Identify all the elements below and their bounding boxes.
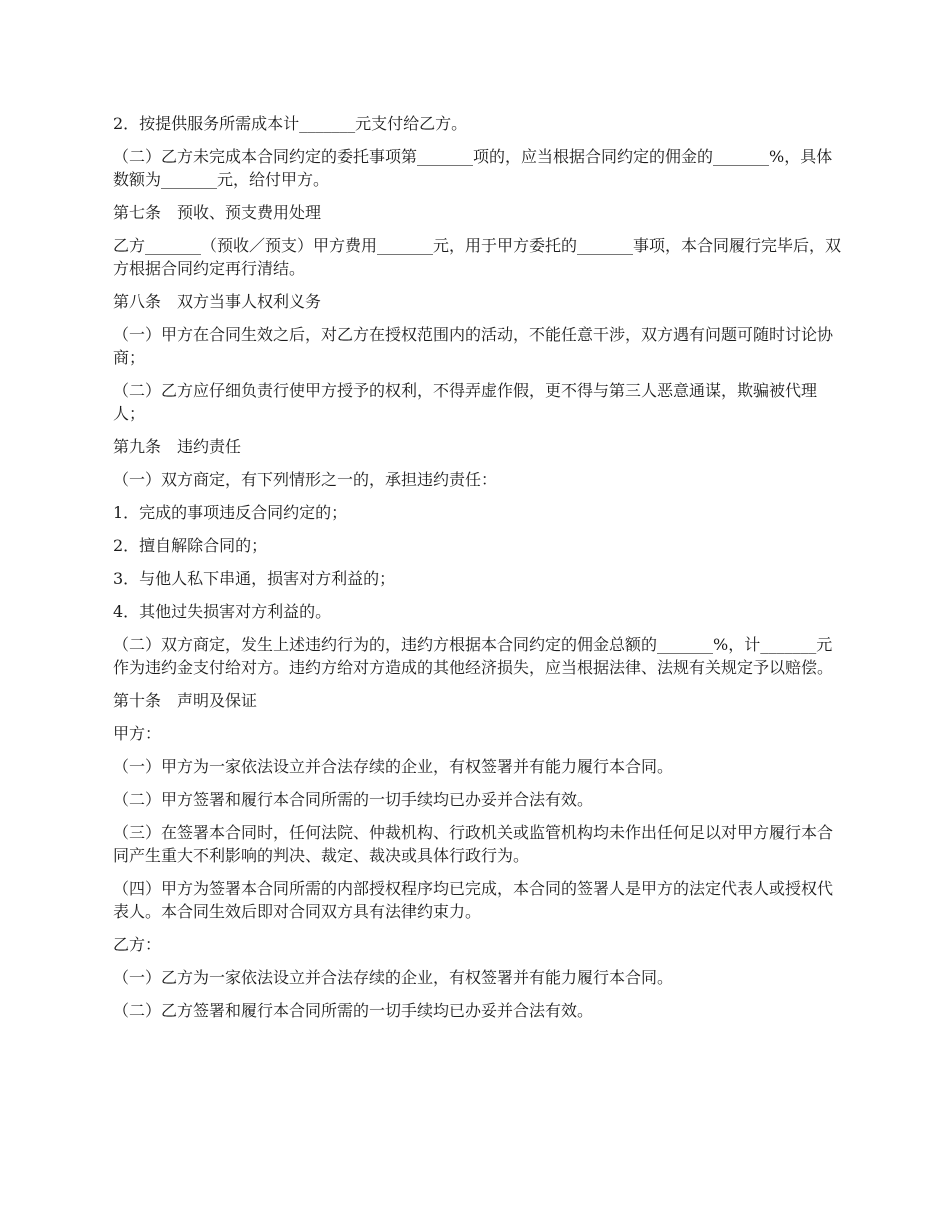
party-a-label: 甲方： [113,724,162,743]
article-9-item-3: 3．与他人私下串通，损害对方利益的； [113,569,396,588]
party-a-clause-4: （四）甲方为签署本合同所需的内部授权程序均已完成，本合同的签署人是甲方的法定代表人或授权代表人。本合同生效后即对合同双方具有法律约束力。 [113,879,834,921]
article-9-clause-2: （二）双方商定，发生上述违约行为的，违约方根据本合同约定的佣金总额的_______%，计_______元作为违约金支付给对方。违约方给对方造成的其他经济损失，应当根据法律、法规有关规定予以赔偿。 [113,635,834,677]
article-8-heading: 第八条 双方当事人权利义务 [113,292,322,311]
party-a-clause-2: （二）甲方签署和履行本合同所需的一切手续均已办妥并合法有效。 [113,790,594,809]
article-8-clause-2: （二）乙方应仔细负责行使甲方授予的权利，不得弄虚作假，更不得与第三人恶意通谋，欺骗被代理人； [113,381,818,423]
article-9-heading: 第九条 违约责任 [113,437,242,456]
article-9-clause-1: （一）双方商定，有下列情形之一的，承担违约责任： [113,470,498,489]
article-7-heading: 第七条 预收、预支费用处理 [113,203,322,222]
party-a-clause-3: （三）在签署本合同时，任何法院、仲裁机构、行政机关或监管机构均未作出任何足以对甲方履行本合同产生重大不利影响的判决、裁定、裁决或具体行政行为。 [113,823,834,865]
clause-unfinished-matters: （二）乙方未完成本合同约定的委托事项第_______项的，应当根据合同约定的佣金的_______%，具体数额为_______元，给付甲方。 [113,147,833,189]
article-9-item-4: 4．其他过失损害对方利益的。 [113,602,332,621]
party-b-label: 乙方： [113,935,162,954]
article-9-item-1: 1．完成的事项违反合同约定的； [113,503,348,522]
article-10-heading: 第十条 声明及保证 [113,691,258,710]
article-7-body: 乙方_______（预收／预支）甲方费用_______元，用于甲方委托的_______事项，本合同履行完毕后，双方根据合同约定再行清结。 [113,236,842,278]
document-page [113,112,841,1032]
party-b-clause-2: （二）乙方签署和履行本合同所需的一切手续均已办妥并合法有效。 [113,1001,594,1020]
party-a-clause-1: （一）甲方为一家依法设立并合法存续的企业，有权签署并有能力履行本合同。 [113,757,674,776]
article-8-clause-1: （一）甲方在合同生效之后，对乙方在授权范围内的活动，不能任意干涉，双方遇有问题可随时讨论协商； [113,325,834,367]
article-9-item-2: 2．擅自解除合同的； [113,536,268,555]
clause-item-2-cost: 2．按提供服务所需成本计_______元支付给乙方。 [113,114,468,133]
party-b-clause-1: （一）乙方为一家依法设立并合法存续的企业，有权签署并有能力履行本合同。 [113,968,674,987]
